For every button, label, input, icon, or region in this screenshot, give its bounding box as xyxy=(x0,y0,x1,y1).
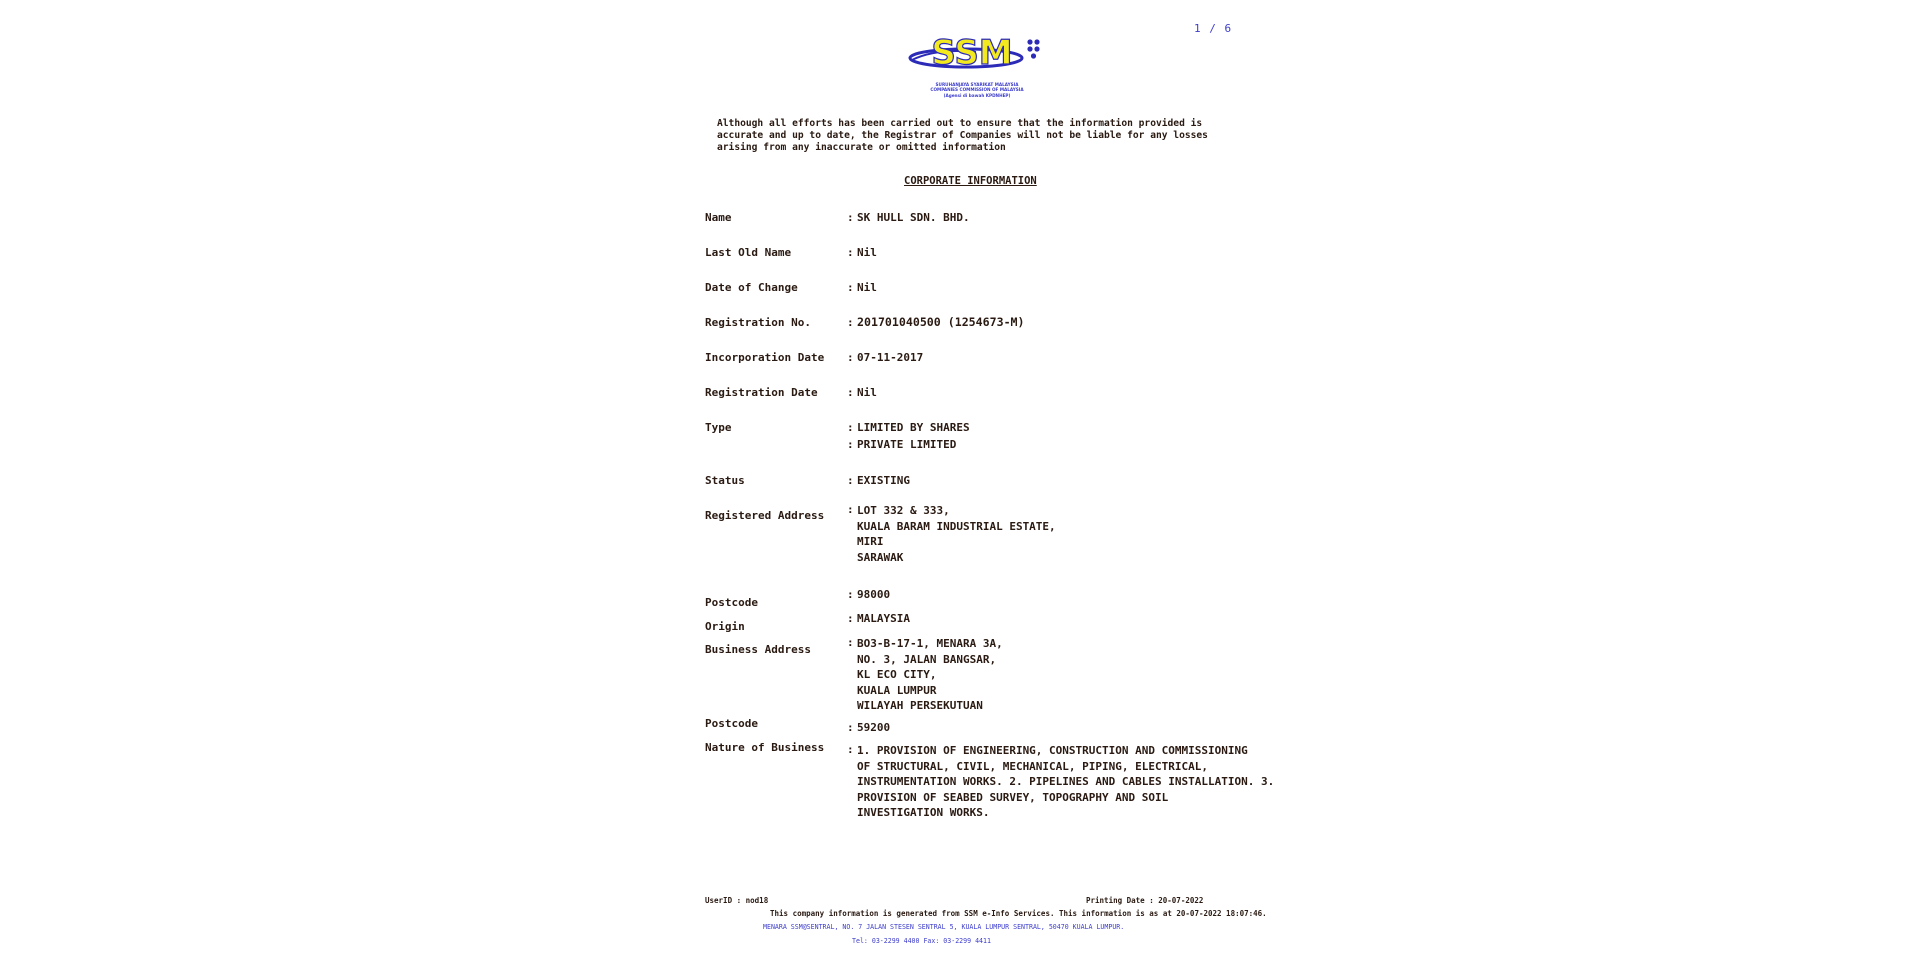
disclaimer-line: Although all efforts has been carried out to ensure that the information provided is xyxy=(717,118,1203,129)
business-address-value xyxy=(857,636,1003,714)
nature-of-business-value xyxy=(857,743,1274,821)
status-label: Status xyxy=(705,474,745,487)
separator: : xyxy=(847,743,854,756)
address-line: BO3-B-17-1, MENARA 3A, xyxy=(857,637,1003,650)
business-line: INVESTIGATION WORKS. xyxy=(857,806,990,819)
separator: : xyxy=(847,438,854,451)
separator: : xyxy=(847,474,854,487)
address-line: KL ECO CITY, xyxy=(857,668,937,681)
separator: : xyxy=(847,351,854,364)
footer-address: MENARA SSM@SENTRAL, NO. 7 JALAN STESEN SENTRAL 5, KUALA LUMPUR SENTRAL, 50470 KUALA LUMPUR. xyxy=(763,923,1125,931)
registered-address-value xyxy=(857,503,1056,565)
separator: : xyxy=(847,588,854,601)
origin-value: MALAYSIA xyxy=(857,612,910,625)
logo-subtitle-line: (Agensi di bawah KPDNHEP) xyxy=(943,92,1011,98)
business-line: INSTRUMENTATION WORKS. 2. PIPELINES AND CABLES INSTALLATION. 3. xyxy=(857,775,1275,788)
nature-of-business-label: Nature of Business xyxy=(705,741,825,754)
registration-date-label: Registration Date xyxy=(705,386,818,399)
name-value: SK HULL SDN. BHD. xyxy=(857,211,970,224)
last-old-name-value: Nil xyxy=(857,246,877,259)
registered-address-label: Registered Address xyxy=(705,509,825,522)
incorporation-date-label: Incorporation Date xyxy=(705,351,825,364)
footer-printing-date: Printing Date : 20-07-2022 xyxy=(1086,896,1204,905)
postcode-label: Postcode xyxy=(705,596,758,609)
postcode-value: 98000 xyxy=(857,588,891,601)
disclaimer xyxy=(717,118,1208,154)
logo-subtitle xyxy=(916,82,1038,98)
date-of-change-label: Date of Change xyxy=(705,281,798,294)
business-line: OF STRUCTURAL, CIVIL, MECHANICAL, PIPING, ELECTRICAL, xyxy=(857,759,1208,773)
separator: : xyxy=(847,211,854,224)
registration-no-label: Registration No. xyxy=(705,316,811,329)
name-label: Name xyxy=(705,211,732,224)
section-heading: CORPORATE INFORMATION xyxy=(904,175,1037,187)
address-line: MIRI xyxy=(857,535,884,548)
separator: : xyxy=(847,386,854,399)
registration-no-value: 201701040500 (1254673-M) xyxy=(857,315,1025,329)
business-line: 1. PROVISION OF ENGINEERING, CONSTRUCTION AND COMMISSIONING xyxy=(857,744,1248,757)
status-value: EXISTING xyxy=(857,474,910,487)
separator: : xyxy=(847,612,854,625)
separator: : xyxy=(847,721,854,734)
registration-date-value: Nil xyxy=(857,386,877,399)
business-address-label: Business Address xyxy=(705,643,811,656)
logo-subtitle-line: COMPANIES COMMISSION OF MALAYSIA xyxy=(930,87,1024,93)
footer-user-id: UserID : nod18 xyxy=(705,896,769,905)
separator: : xyxy=(847,281,854,294)
logo-subtitle-line: SURUHANJAYA SYARIKAT MALAYSIA xyxy=(935,82,1019,87)
disclaimer-line: accurate and up to date, the Registrar of Companies will not be liable for any losses xyxy=(717,130,1208,141)
address-line: SARAWAK xyxy=(857,550,904,564)
address-line: KUALA LUMPUR xyxy=(857,683,937,697)
origin-label: Origin xyxy=(705,620,745,633)
ssm-logo xyxy=(906,30,1046,82)
footer-contact: Tel: 03-2299 4400 Fax: 03-2299 4411 xyxy=(852,937,991,945)
last-old-name-label: Last Old Name xyxy=(705,246,792,259)
page-indicator: 1 / 6 xyxy=(1194,22,1233,35)
separator: : xyxy=(847,316,854,329)
type-label: Type xyxy=(705,421,732,434)
type-value: LIMITED BY SHARES xyxy=(857,421,970,434)
logo-text: SSM xyxy=(931,33,1013,73)
address-line: NO. 3, JALAN BANGSAR, xyxy=(857,652,997,666)
address-line: KUALA BARAM INDUSTRIAL ESTATE, xyxy=(857,519,1056,533)
date-of-change-value: Nil xyxy=(857,281,877,294)
address-line: LOT 332 & 333, xyxy=(857,504,950,517)
incorporation-date-value: 07-11-2017 xyxy=(857,351,924,364)
business-line: PROVISION OF SEABED SURVEY, TOPOGRAPHY AND SOIL xyxy=(857,790,1169,804)
postcode-value: 59200 xyxy=(857,721,891,734)
separator: : xyxy=(847,246,854,259)
separator: : xyxy=(847,636,854,649)
footer-generated-note: This company information is generated from SSM e-Info Services. This information is as at 20-07-2022 18:07:46. xyxy=(770,909,1267,918)
address-line: WILAYAH PERSEKUTUAN xyxy=(857,699,983,712)
separator: : xyxy=(847,421,854,434)
disclaimer-line: arising from any inaccurate or omitted information xyxy=(717,142,1006,153)
type-value: PRIVATE LIMITED xyxy=(857,438,957,451)
separator: : xyxy=(847,503,854,516)
postcode-label: Postcode xyxy=(705,717,758,730)
